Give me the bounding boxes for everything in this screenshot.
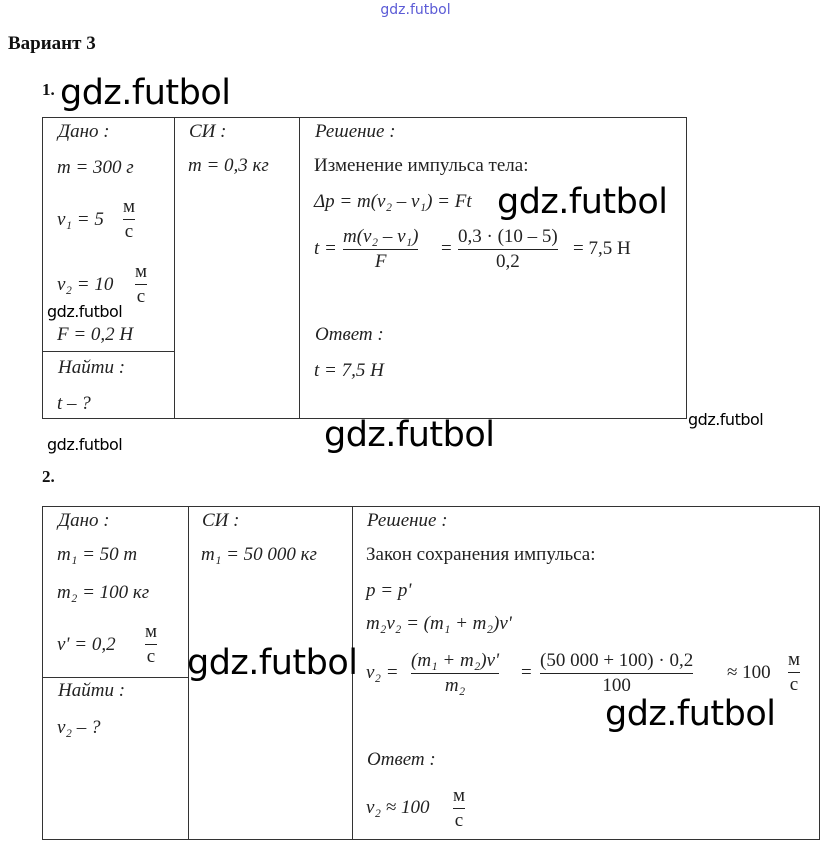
p2-answer-unit: м с	[453, 785, 466, 831]
p1-answer-header: Ответ :	[315, 324, 384, 345]
p2-given-m1: m₁ = 50 т	[57, 544, 138, 565]
p1-given-mass: m = 300 г	[57, 157, 134, 178]
watermark-1: gdz.futbol	[60, 73, 231, 113]
p1-formula-result: = 7,5 Н	[573, 238, 631, 259]
p1-formula-eq: =	[441, 238, 452, 259]
watermark-5: gdz.futbol	[47, 435, 123, 454]
watermark-4: gdz.futbol	[688, 410, 764, 429]
p1-v2-unit: м с	[135, 261, 148, 307]
p2-formula-fraction-1: (m₁ + m₂)v' m₂	[411, 650, 500, 696]
p2-formula-result: ≈ 100	[727, 662, 771, 683]
watermark-6: gdz.futbol	[324, 415, 495, 455]
p2-given-m2: m₂ = 100 кг	[57, 582, 150, 603]
p2-given-header: Дано :	[58, 510, 110, 531]
p1-si-header: СИ :	[189, 121, 227, 142]
p2-find-header: Найти :	[58, 680, 126, 701]
problem-2-number: 2.	[42, 467, 55, 486]
watermark-2: gdz.futbol	[497, 182, 668, 222]
p2-solution-line-2: p = p'	[366, 580, 412, 601]
p1-si-value: m = 0,3 кг	[188, 155, 269, 176]
p2-answer: v₂ ≈ 100	[366, 797, 430, 818]
p1-given-v2: v₂ = 10	[57, 274, 114, 295]
p2-find: v₂ – ?	[57, 717, 101, 738]
p1-given-force: F = 0,2 Н	[57, 324, 134, 345]
p1-solution-line-1: Изменение импульса тела:	[314, 155, 529, 176]
watermark-3: gdz.futbol	[47, 302, 123, 321]
p2-si-header: СИ :	[202, 510, 240, 531]
p1-formula-fraction-2: 0,3 · (10 – 5) 0,2	[458, 226, 558, 272]
p1-v1-unit: м с	[123, 196, 136, 242]
problem-1-table	[42, 117, 687, 419]
p2-si-value: m₁ = 50 000 кг	[201, 544, 317, 565]
p1-given-v1: v₁ = 5	[57, 209, 104, 230]
p2-formula-fraction-2: (50 000 + 100) · 0,2 100	[540, 650, 694, 696]
p2-formula-eq: =	[521, 662, 532, 683]
problem-1-number: 1.	[42, 80, 55, 99]
p1-answer: t = 7,5 Н	[314, 360, 384, 381]
p2-given-v: v' = 0,2	[57, 634, 116, 655]
problem-2-table	[42, 506, 820, 840]
p2-solution-line-3: m₂v₂ = (m₁ + m₂)v'	[366, 613, 512, 634]
p1-given-header: Дано :	[58, 121, 110, 142]
section-title: Вариант 3	[8, 33, 96, 54]
p1-find-header: Найти :	[58, 357, 126, 378]
site-link[interactable]: gdz.futbol	[380, 2, 451, 18]
p2-solution-header: Решение :	[367, 510, 448, 531]
p1-solution-header: Решение :	[315, 121, 396, 142]
watermark-7: gdz.futbol	[187, 643, 358, 683]
p2-v-unit: м с	[145, 621, 158, 667]
p2-result-unit: м с	[788, 649, 801, 695]
p2-solution-line-1: Закон сохранения импульса:	[366, 544, 596, 565]
p2-formula-left: v₂ =	[366, 662, 399, 683]
p1-solution-line-2: Δp = m(v₂ – v₁) = Ft	[314, 191, 472, 212]
p1-formula-left: t =	[314, 238, 337, 259]
p1-formula-fraction-1: m(v₂ – v₁) F	[343, 226, 419, 272]
p1-find: t – ?	[57, 393, 91, 414]
p2-answer-header: Ответ :	[367, 749, 436, 770]
watermark-8: gdz.futbol	[605, 694, 776, 734]
